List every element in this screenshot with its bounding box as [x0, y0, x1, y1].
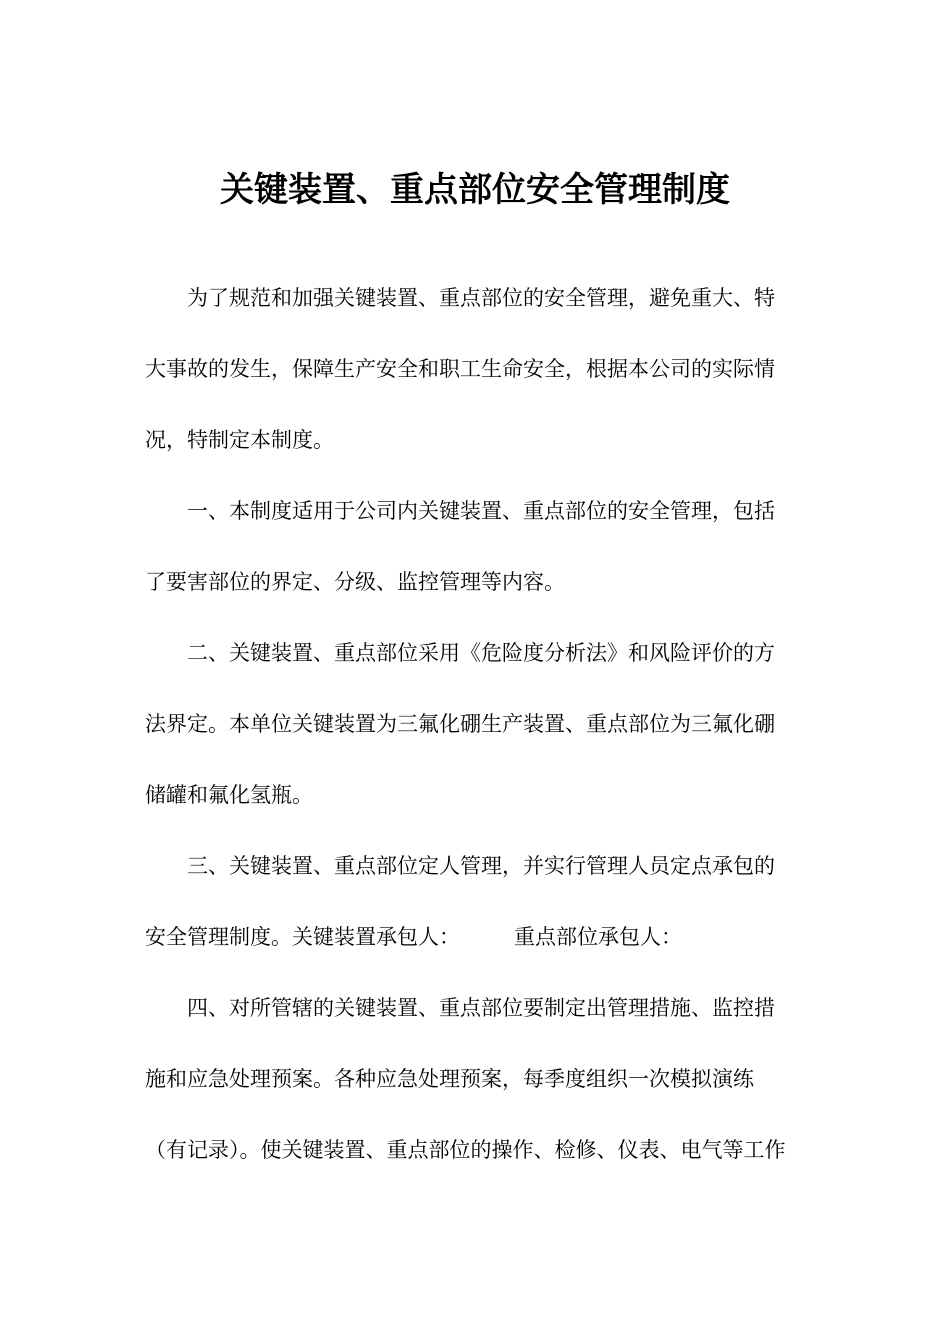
clause-1-line-1: 一、本制度适用于公司内关键装置、重点部位的安全管理，包括	[187, 499, 775, 523]
document-body	[145, 278, 805, 1201]
key-device-contractor-label: 安全管理制度。关键装置承包人：	[145, 925, 460, 949]
clause-2-line-3: 储罐和氟化氢瓶。	[145, 783, 313, 807]
clause-3-line-1: 三、关键装置、重点部位定人管理，并实行管理人员定点承包的	[187, 854, 775, 878]
clause-1-line-2: 了要害部位的界定、分级、监控管理等内容。	[145, 570, 565, 594]
clause-4-line-3: （有记录）。使关键装置、重点部位的操作、检修、仪表、电气等工作	[145, 1138, 786, 1162]
clause-2-line-2: 法界定。本单位关键装置为三氟化硼生产装置、重点部位为三氟化硼	[145, 712, 775, 736]
document-title: 关键装置、重点部位安全管理制度	[220, 170, 730, 210]
clause-4-line-2: 施和应急处理预案。各种应急处理预案，每季度组织一次模拟演练	[145, 1067, 754, 1091]
paragraph-intro-line-2: 大事故的发生，保障生产安全和职工生命安全，根据本公司的实际情	[145, 357, 775, 381]
clause-4-line-1: 四、对所管辖的关键装置、重点部位要制定出管理措施、监控措	[187, 996, 775, 1020]
key-area-contractor-label: 重点部位承包人：	[514, 925, 682, 949]
clause-2-line-1: 二、关键装置、重点部位采用《危险度分析法》和风险评价的方	[187, 641, 775, 665]
clause-3-line-2	[145, 917, 805, 988]
paragraph-intro-line-3: 况，特制定本制度。	[145, 428, 334, 452]
paragraph-intro-line-1: 为了规范和加强关键装置、重点部位的安全管理，避免重大、特	[187, 286, 775, 310]
